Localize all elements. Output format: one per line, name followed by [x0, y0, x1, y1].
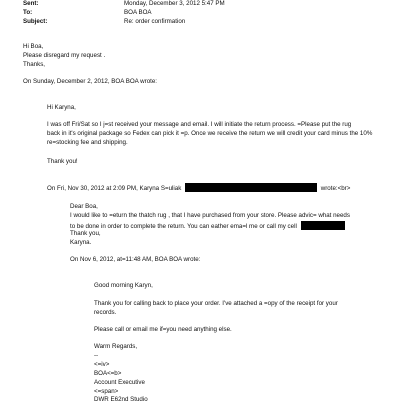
- quote2-line1: I would like to =eturn the thatch rug , that I have purchased from your store. Please advic= what needs: [70, 212, 350, 219]
- quote1-para-line2: back in it's original package so Fedex can pick it =p. Once we receive the return we will credit your card minus the 10%: [47, 130, 373, 137]
- quote3-title: Account Executive: [94, 379, 145, 386]
- quote2-attribution-suffix: wrote:<br>: [320, 185, 351, 192]
- to-label: To:: [23, 9, 33, 16]
- quote2-greeting: Dear Boa,: [70, 203, 98, 210]
- quote3-div-tag: <=iv>: [94, 361, 110, 368]
- quote2-line2-prefix: to be done in order to complete the return. You can eather ema=l me or call my cell: [70, 223, 297, 230]
- quote3-span-tag: <=span>: [94, 388, 119, 395]
- quote3-para-line2: records.: [94, 309, 117, 316]
- reply-signoff: Thanks,: [23, 61, 46, 68]
- reply-line: Please disregard my request .: [23, 52, 106, 59]
- quote3-greeting: Good morning Karyn,: [94, 282, 153, 289]
- quote2-line2: [70, 221, 345, 231]
- quote1-para-line3: re=stocking fee and shipping.: [47, 139, 128, 146]
- to-row: [23, 9, 393, 17]
- sent-label: Sent:: [23, 0, 39, 7]
- quote3-para-line1: Thank you for calling back to place your order. I've attached a =opy of the receipt for your: [94, 300, 338, 307]
- quote2-thanks: Thank you,: [70, 230, 101, 237]
- quote2-attribution-prefix: On Fri, Nov 30, 2012 at 2:09 PM, Karyna S=uliak: [47, 185, 182, 192]
- redacted-email-block: [185, 183, 317, 192]
- subject-row: [23, 18, 393, 26]
- quote3-dashes: --: [94, 352, 99, 359]
- quote3-studio: DWR E62nd Studio: [94, 396, 148, 403]
- quote1-thanks: Thank you!: [47, 158, 78, 165]
- sent-row: [23, 0, 393, 8]
- quote1-attribution: On Sunday, December 2, 2012, BOA BOA wrote:: [23, 78, 158, 85]
- quote3-attribution: On Nov 6, 2012, at=11:48 AM, BOA BOA wrote:: [70, 256, 201, 263]
- quote3-regards: Warm Regards,: [94, 343, 138, 350]
- quote1-para-line1: I was off Fri/Sat so I j=st received your message and email. I will initiate the return process. =Please put the rug: [47, 121, 352, 128]
- redacted-phone-block: [301, 221, 345, 230]
- quote3-contact: Please call or email me if=you need anything else.: [94, 326, 232, 333]
- to-value: BOA BOA: [124, 9, 152, 16]
- quote1-greeting: Hi Karyna,: [47, 104, 76, 111]
- sent-value: Monday, December 3, 2012 5:47 PM: [124, 0, 225, 7]
- subject-value: Re: order confirmation: [124, 18, 186, 25]
- reply-greeting: Hi Boa,: [23, 43, 44, 50]
- quote3-name-tag: BOA<=b>: [94, 370, 122, 377]
- quote2-name: Karyna.: [70, 239, 92, 246]
- quote2-attribution: [47, 183, 350, 193]
- subject-label: Subject:: [23, 18, 48, 25]
